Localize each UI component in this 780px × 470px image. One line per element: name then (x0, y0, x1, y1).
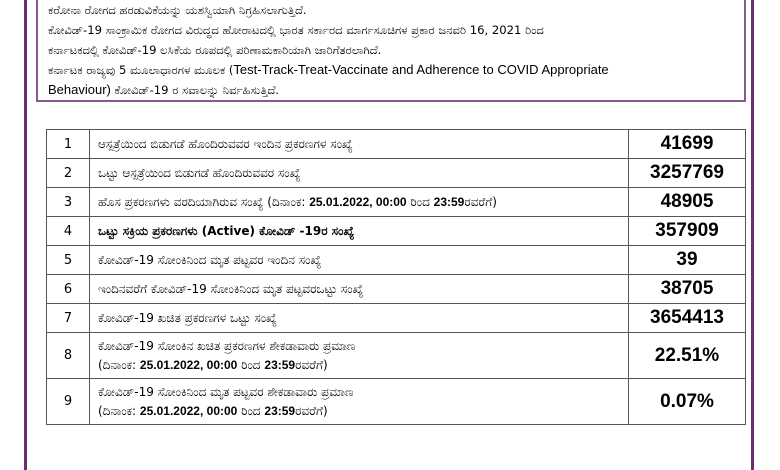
notice-line-3: ಕರ್ನಾಟಕದಲ್ಲಿ ಕೋವಿಡ್-19 ಲಸಿಕೆಯ ರೂಪದಲ್ಲಿ ಪರಿಣಾಮಕಾರಿಯಾಗಿ ಜಾರಿಗೆತರಲಾಗಿದೆ. (48, 43, 382, 57)
row-value: 0.07% (629, 379, 746, 425)
row-date-mid: ರಿಂದ (406, 194, 434, 209)
row-date-tail: ರವರೆಗೆ) (464, 194, 497, 209)
row-value: 39 (629, 246, 746, 275)
row-time-to: 23:59 (264, 403, 296, 418)
row-time-to: 23:59 (433, 194, 465, 209)
notice-line-5-english: Behaviour) (48, 82, 111, 97)
row-description-text: ಕೋವಿಡ್-19 ಸೋಂಕಿನ ಖಚಿತ ಪ್ರಕರಣಗಳ ಶೇಕಡಾವಾರು ಪ್ರಮಾಣ (98, 338, 356, 353)
row-number: 6 (47, 275, 90, 304)
row-date-mid: ರಿಂದ (237, 357, 265, 372)
row-description: ಕೋವಿಡ್-19 ಖಚಿತ ಪ್ರಕರಣಗಳ ಒಟ್ಟು ಸಂಖ್ಯೆ (90, 304, 629, 333)
row-date-tail: ರವರೆಗೆ) (295, 403, 328, 418)
table-row (47, 217, 746, 246)
table-row (47, 246, 746, 275)
row-number: 5 (47, 246, 90, 275)
row-value: 22.51% (629, 333, 746, 379)
notice-line-2: ಕೋವಿಡ್-19 ಸಾಂಕ್ರಾಮಿಕ ರೋಗದ ವಿರುದ್ಧದ ಹೋರಾಟದಲ್ಲಿ ಭಾರತ ಸರ್ಕಾರದ ಮಾರ್ಗಸೂಚಿಗಳ ಪ್ರಕಾರ ಜನವರಿ 16, 2021 ರಿಂದ (48, 23, 544, 37)
notice-line-5-suffix: ಕೋವಿಡ್-19 ರ ಸವಾಲನ್ನು ನಿರ್ವಹಿಸುತ್ತಿದೆ. (110, 83, 280, 97)
row-date-from: 25.01.2022, 00:00 (139, 403, 238, 418)
notice-line-4 (48, 60, 734, 80)
notice-line-4-english: Test-Track-Treat-Vaccinate and Adherence to COVID Appropriate (233, 62, 609, 77)
page-border-left (24, 0, 27, 470)
row-number: 3 (47, 188, 90, 217)
row-number: 2 (47, 159, 90, 188)
table-row (47, 159, 746, 188)
row-date-tail: ರವರೆಗೆ) (295, 357, 328, 372)
row-description-text: ಹೊಸ ಪ್ರಕರಣಗಳು ವರದಿಯಾಗಿರುವ ಸಂಖ್ಯೆ (ದಿನಾಂಕ: (98, 194, 310, 209)
page-border-right (751, 0, 754, 470)
row-value: 41699 (629, 130, 746, 159)
row-description: ಒಟ್ಟು ಸಕ್ರಿಯ ಪ್ರಕರಣಗಳು (Active) ಕೋವಿಡ್ -19ರ ಸಂಖ್ಯೆ (90, 217, 629, 246)
row-number: 9 (47, 379, 90, 425)
table-row (47, 188, 746, 217)
row-number: 4 (47, 217, 90, 246)
row-description (90, 379, 629, 425)
row-date-from: 25.01.2022, 00:00 (309, 194, 407, 209)
row-value: 3257769 (629, 159, 746, 188)
notice-box (36, 0, 746, 102)
row-description: ಇಂದಿನವರೆಗೆ ಕೋವಿಡ್-19 ಸೋಂಕಿನಿಂದ ಮೃತ ಪಟ್ಟವರಒಟ್ಟು ಸಂಖ್ಯೆ (90, 275, 629, 304)
row-description (90, 333, 629, 379)
notice-line-5 (48, 80, 734, 100)
row-number: 8 (47, 333, 90, 379)
row-number: 7 (47, 304, 90, 333)
notice-line-4-prefix: ಕರ್ನಾಟಕ ರಾಜ್ಯವು 5 ಮೂಲಾಧಾರಗಳ ಮೂಲಕ ( (48, 63, 234, 77)
row-value: 48905 (629, 188, 746, 217)
row-time-to: 23:59 (264, 357, 296, 372)
table-row (47, 333, 746, 379)
row-date-from: 25.01.2022, 00:00 (139, 357, 238, 372)
row-value: 38705 (629, 275, 746, 304)
table-row (47, 275, 746, 304)
row-date-mid: ರಿಂದ (237, 403, 265, 418)
covid-stats-table (46, 129, 746, 425)
row-date-prefix: (ದಿನಾಂಕ: (98, 357, 140, 372)
table-row (47, 304, 746, 333)
row-description: ಕೋವಿಡ್-19 ಸೋಂಕಿನಿಂದ ಮೃತ ಪಟ್ಟವರ ಇಂದಿನ ಸಂಖ್ಯೆ (90, 246, 629, 275)
row-date-line (98, 356, 620, 375)
row-value: 357909 (629, 217, 746, 246)
row-date-line (98, 402, 620, 421)
row-description (90, 188, 629, 217)
table-row (47, 379, 746, 425)
row-description-text: ಕೋವಿಡ್-19 ಸೋಂಕಿನಿಂದ ಮೃತ ಪಟ್ಟವರ ಶೇಕಡಾವಾರು ಪ್ರಮಾಣ (98, 384, 354, 399)
row-date-prefix: (ದಿನಾಂಕ: (98, 403, 140, 418)
row-value: 3654413 (629, 304, 746, 333)
row-description: ಆಸ್ಪತ್ರೆಯಿಂದ ಬಿಡುಗಡೆ ಹೊಂದಿರುವವರ ಇಂದಿನ ಪ್ರಕರಣಗಳ ಸಂಖ್ಯೆ (90, 130, 629, 159)
table-row (47, 130, 746, 159)
row-number: 1 (47, 130, 90, 159)
notice-line-1: ಕರೋನಾ ರೋಗದ ಹರಡುವಿಕೆಯನ್ನು ಯಶಸ್ವಿಯಾಗಿ ನಿಗ್ರಹಿಸಲಾಗುತ್ತಿದೆ. (48, 3, 307, 17)
row-description: ಒಟ್ಟು ಆಸ್ಪತ್ರೆಯಿಂದ ಬಿಡುಗಡೆ ಹೊಂದಿರುವವರ ಸಂಖ್ಯೆ (90, 159, 629, 188)
